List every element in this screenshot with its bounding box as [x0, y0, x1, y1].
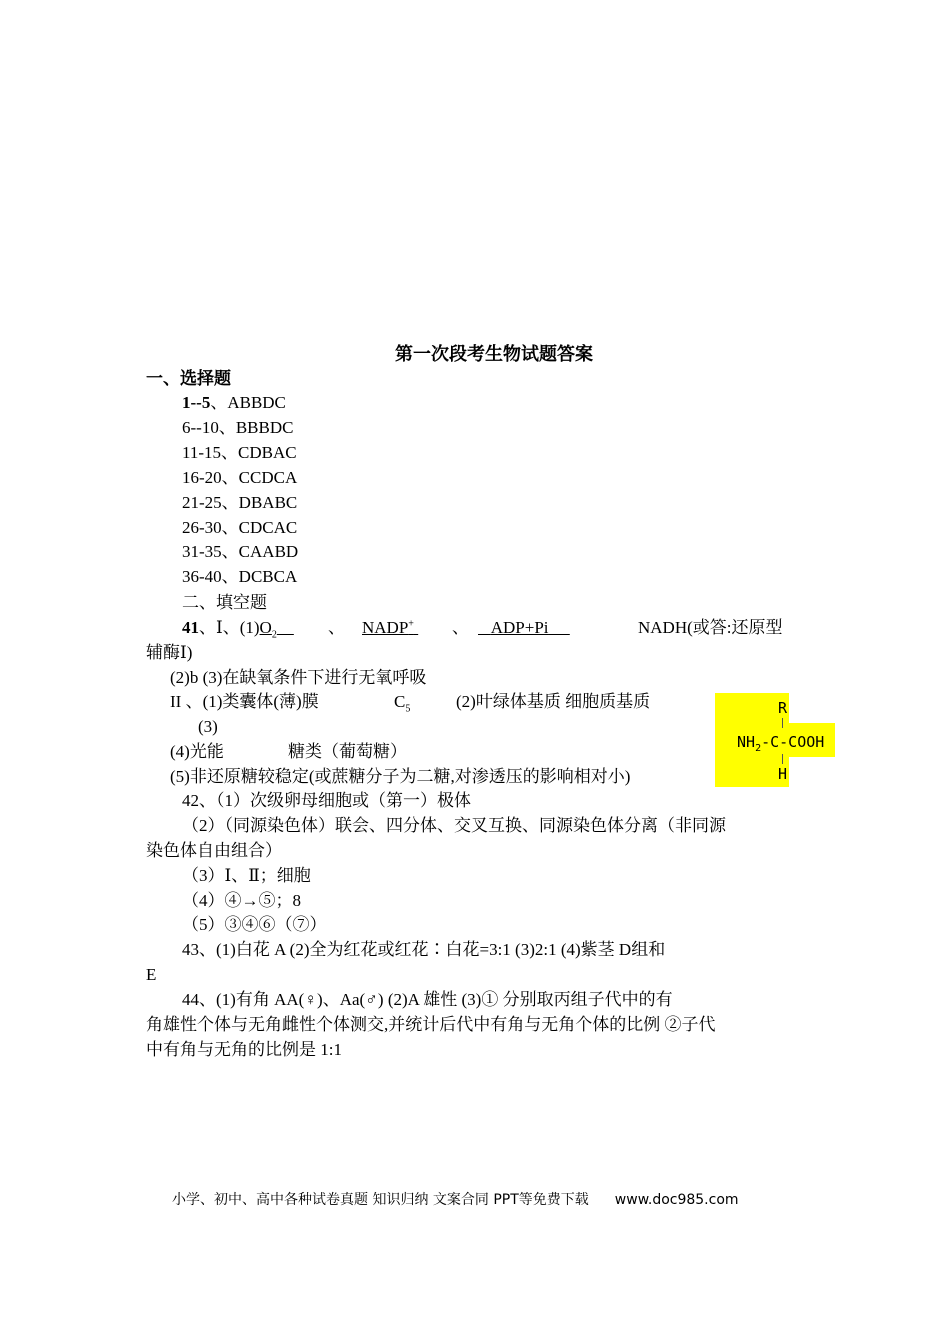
q41-nadh: NADH(或答:还原型 [638, 618, 783, 637]
footer-text: 小学、初中、高中各种试卷真题 知识归纳 文案合同 PPT等免费下载 [172, 1192, 589, 1208]
page-footer [172, 1191, 739, 1209]
q41-line5b: 糖类（葡萄糖） [288, 742, 407, 761]
page-title: 第一次段考生物试题答案 [395, 344, 593, 364]
formula-h: H [778, 765, 788, 783]
q41-line3: II 、(1)类囊体(薄)膜 [170, 692, 319, 711]
q42-line: （3）Ⅰ、Ⅱ；细胞 [182, 866, 311, 885]
q41-line4: (3) [198, 717, 218, 736]
q44-line: 44、(1)有角 AA(♀)、Aa(♂) (2)A 雄性 (3)① 分别取丙组子代中的有 [182, 990, 673, 1009]
formula-r: R [778, 699, 788, 717]
choice-row: 26-30、CDCAC [182, 518, 298, 537]
q41-nadp: NADP+ [362, 618, 414, 637]
q43-line: E [146, 965, 157, 984]
formula-chain: $NH_2-C$-COOH [737, 733, 825, 754]
choice-row: 36-40、DCBCA [182, 567, 298, 586]
q44-line: 角雄性个体与无角雌性个体测交,并统计后代中有角与无角个体的比例 ②子代 [146, 1015, 716, 1034]
q41-line1: 41、Ⅰ、$(1)O_2$ [182, 618, 277, 641]
q41-cont: 辅酶Ⅰ) [146, 643, 193, 662]
q43-line: 43、(1)白花 A (2)全为红花或红花∶白花=3:1 (3)2:1 (4)紫茎 D组和 [182, 940, 666, 959]
formula-bond [782, 754, 783, 764]
q41-sep: 、 [328, 618, 345, 637]
choice-row: 6--10、BBBDC [182, 418, 294, 437]
section-heading-choice: 一、选择题 [146, 369, 231, 388]
q41-c5: $C_5$ [394, 692, 411, 715]
section-heading-fill: 二、填空题 [182, 593, 267, 612]
choice-row: 1--5、ABBDC [182, 393, 286, 412]
q41-sep: 、 [452, 618, 469, 637]
choice-row: 31-35、CAABD [182, 542, 299, 561]
q41-line6: (5)非还原糖较稳定(或蔗糖分子为二糖,对渗透压的影响相对小) [170, 767, 631, 786]
q42-line: （2）（同源染色体）联会、四分体、交叉互换、同源染色体分离（非同源 [182, 816, 726, 835]
q42-line: 染色体自由组合） [146, 841, 282, 860]
q41-adp: ADP+Pi [490, 618, 549, 637]
choice-row: 11-15、CDBAC [182, 443, 297, 462]
choice-row: 21-25、DBABC [182, 493, 298, 512]
q42-line: （4）④→⑤；8 [182, 891, 301, 910]
footer-url[interactable]: www.doc985.com [614, 1192, 739, 1208]
formula-bond [782, 718, 783, 728]
choice-row: 16-20、CCDCA [182, 468, 298, 487]
amino-acid-formula [715, 693, 835, 787]
q41-line2: (2)b (3)在缺氧条件下进行无氧呼吸 [170, 668, 427, 687]
q41-line3b: (2)叶绿体基质 细胞质基质 [456, 692, 651, 711]
q42-line: 42、（1）次级卵母细胞或（第一）极体 [182, 791, 471, 810]
q41-line5: (4)光能 [170, 742, 224, 761]
q42-line: （5）③④⑥（⑦） [182, 915, 327, 934]
q44-line: 中有角与无角的比例是 1:1 [146, 1040, 342, 1059]
